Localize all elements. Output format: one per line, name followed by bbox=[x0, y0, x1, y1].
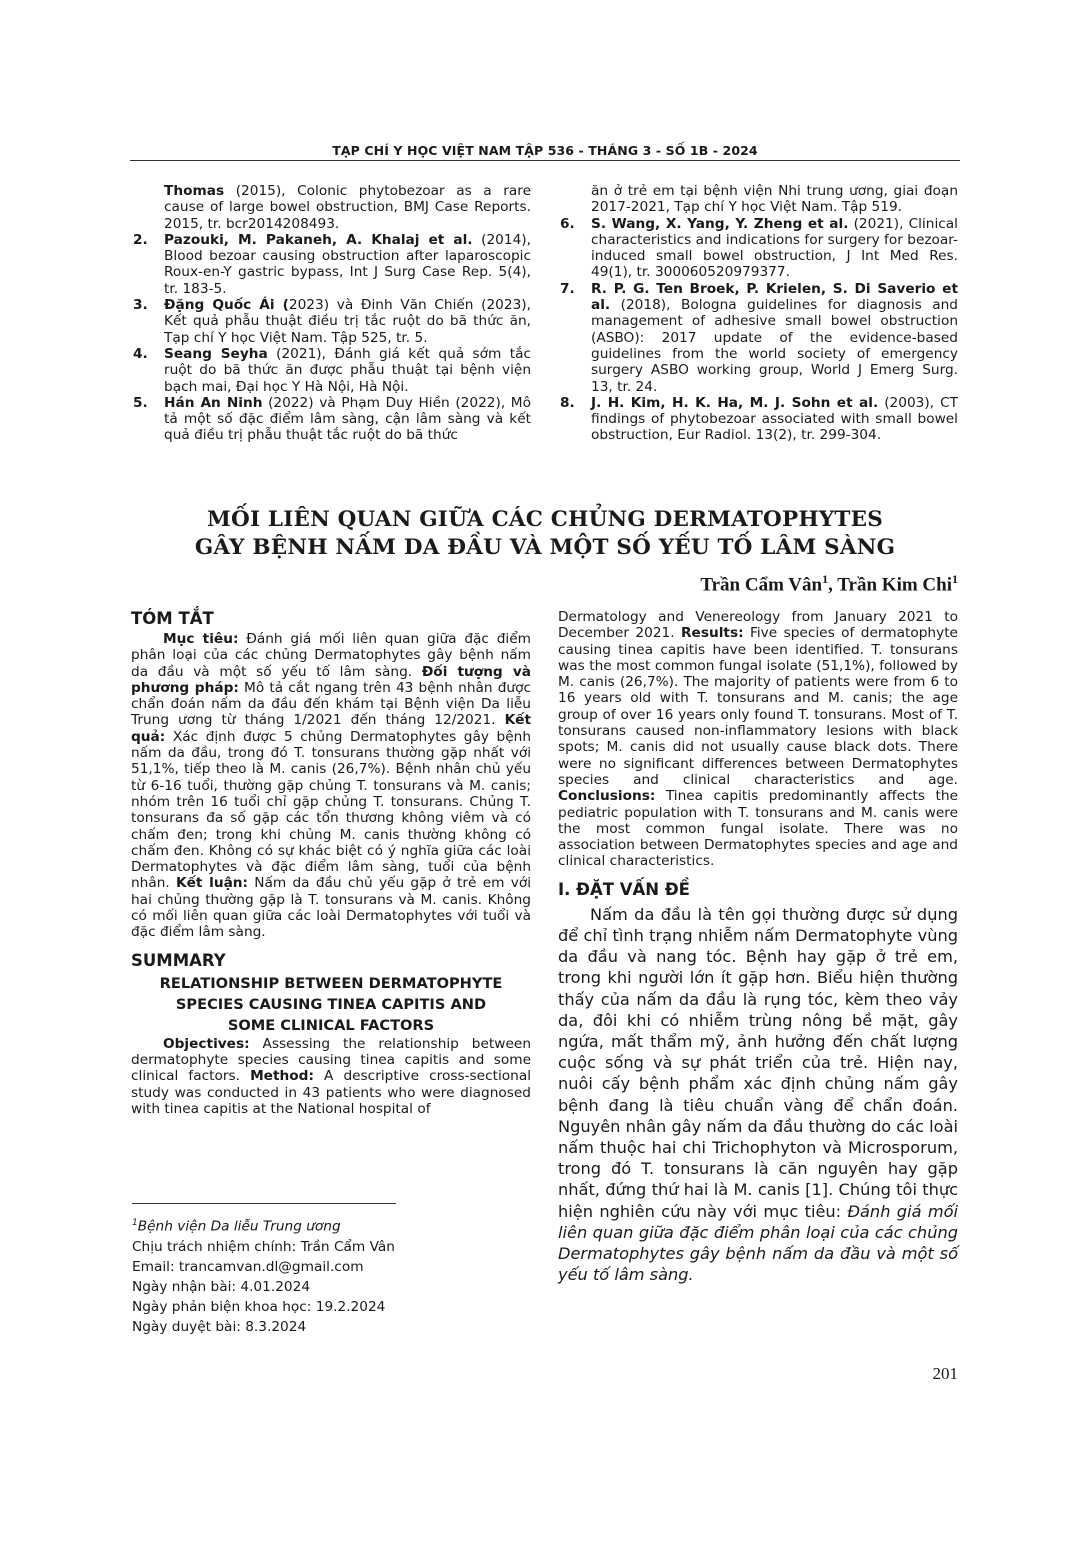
summary-label: Objectives: bbox=[163, 1035, 250, 1052]
reference-number: 4. bbox=[133, 345, 148, 362]
summary-label: Results: bbox=[681, 625, 744, 642]
summary-label: Method: bbox=[250, 1068, 314, 1085]
introduction-aim: Đánh giá mối liên quan giữa đặc điểm phân loại của các chủng Dermatophytes gây bệnh nấm da đầu và một số yếu tố lâm sàng. bbox=[558, 1201, 958, 1285]
journal-header: TẠP CHÍ Y HỌC VIỆT NAM TẬP 536 - THÁNG 3 - SỐ 1B - 2024 bbox=[332, 143, 758, 158]
reference-number: 5. bbox=[133, 394, 148, 411]
abstract-objective: Đánh giá mối liên quan giữa đặc điểm phân loại của các chủng Dermatophytes gây bệnh nấm da đầu và một số yếu tố lâm sàng. bbox=[131, 631, 531, 680]
footnote-email: Email: trancamvan.dl@gmail.com bbox=[132, 1258, 364, 1275]
summary-objective: Assessing the relationship between dermatophyte species causing tinea capitis and some clinical factors. bbox=[131, 1035, 531, 1085]
reference-text: (2018), Bologna guidelines for diagnosis and management of adhesive small bowel obstruction (ASBO): 2017 update of the evidence-based guidelines from the world society of emergency surgery ASBO working group, World J Emerg Surg. 13, tr. 24. bbox=[591, 297, 958, 395]
reference-item bbox=[133, 395, 531, 444]
reference-text: (2021), Clinical characteristics and indications for surgery for bezoar-induced small bowel obstruction, J Int Med Res. 49(1), tr. 300060520979377. bbox=[591, 215, 958, 281]
reference-text: (2021), Đánh giá kết quả sớm tắc ruột do bã thức ăn được phẫu thuật tại bệnh viện bạch mai, Đại học Y Hà Nội, Hà Nội. bbox=[164, 345, 531, 395]
summary-label: Conclusions: bbox=[558, 788, 656, 805]
reference-text: ăn ở trẻ em tại bệnh viện Nhi trung ương, giai đoạn 2017-2021, Tạp chí Y học Việt Nam. Tập 519. bbox=[591, 183, 958, 216]
footnote-affiliation bbox=[132, 1213, 532, 1237]
summary-title bbox=[131, 973, 531, 1036]
reference-authors: Đặng Quốc Ái ( bbox=[164, 297, 289, 314]
reference-authors: Hán An Ninh bbox=[164, 394, 263, 411]
summary-title-line: RELATIONSHIP BETWEEN DERMATOPHYTE bbox=[159, 974, 503, 992]
reference-item bbox=[133, 232, 531, 297]
article-title-line-2: GÂY BỆNH NẤM DA ĐẦU VÀ MỘT SỐ YẾU TỐ LÂM SÀNG bbox=[194, 535, 896, 560]
footnote-accepted: Ngày duyệt bài: 8.3.2024 bbox=[132, 1318, 307, 1335]
reference-authors: Pazouki, M. Pakaneh, A. Khalaj et al. bbox=[164, 231, 473, 248]
reference-text: 2023) và Đinh Văn Chiến (2023), Kết quả phẫu thuật điều trị tắc ruột do bã thức ăn, Tạp chí Y học Việt Nam. Tập 525, tr. 5. bbox=[164, 297, 531, 346]
article-title bbox=[130, 506, 960, 562]
summary-conclusion: Tinea capitis predominantly affects the pediatric population with T. tonsurans and M. canis were the most common fungal isolate. There was no association between Dermatophytes species and age and clinical characteristics. bbox=[558, 788, 958, 870]
header-rule bbox=[130, 160, 960, 161]
reference-item bbox=[560, 183, 958, 216]
reference-text: (2022) và Phạm Duy Hiền (2022), Mô tả một số đặc điểm lâm sàng, cận lâm sàng và kết quả điều trị phẫu thuật tắc ruột do bã thức bbox=[164, 394, 531, 444]
author-list bbox=[560, 572, 958, 596]
article-title-line-1: MỐI LIÊN QUAN GIỮA CÁC CHỦNG DERMATOPHYTES bbox=[207, 507, 883, 532]
affiliation-mark: 1 bbox=[132, 1218, 138, 1228]
abstract-result: Xác định được 5 chủng Dermatophytes gây bệnh nấm da đầu, trong đó T. tonsurans thường gặp nhất với 51,1%, tiếp theo là M. canis (26,7%). Bệnh nhân chủ yếu từ 6-16 tuổi, thường gặp chủng T. tonsurans và M. canis; nhóm trên 16 tuổi chỉ gặp chủng T. tonsurans. Chủng T. tonsurans đa số gặp các tổn thương không viêm và có chấm đen; trong khi chủng M. canis thường không có chấm đen. Không có sự khác biệt có ý nghĩa giữa các loài Dermatophytes và đặc điểm lâm sàng, tuổi của bệnh nhân. bbox=[131, 728, 531, 892]
reference-item bbox=[133, 183, 531, 232]
reference-item bbox=[560, 395, 958, 444]
introduction-text bbox=[558, 904, 958, 1286]
summary-text-part1 bbox=[131, 1036, 531, 1117]
footnote-received: Ngày nhận bài: 4.01.2024 bbox=[132, 1278, 311, 1295]
abstract-conclusion: Nấm da đầu chủ yếu gặp ở trẻ em với hai chủng thường gặp là T. tonsurans và M. canis. Không có mối liên quan giữa các loài Dermatophytes với tuổi và đặc điểm lâm sàng. bbox=[131, 875, 532, 941]
footnote-corresponding: Chịu trách nhiệm chính: Trần Cẩm Vân bbox=[132, 1238, 395, 1255]
author-affiliation-mark: 1 bbox=[822, 572, 829, 586]
footnotes bbox=[132, 1213, 532, 1337]
page-number: 201 bbox=[932, 1364, 958, 1383]
author-affiliation-mark: 1 bbox=[952, 572, 958, 586]
reference-authors: S. Wang, X. Yang, Y. Zheng et al. bbox=[591, 215, 849, 232]
reference-authors: Thomas bbox=[164, 183, 225, 199]
footnote-rule bbox=[132, 1203, 396, 1204]
author-name: Trần Kim Chi bbox=[837, 574, 952, 596]
reference-authors: J. H. Kim, H. K. Ha, M. J. Sohn et al. bbox=[591, 394, 879, 411]
affiliation-text: Bệnh viện Da liễu Trung ương bbox=[137, 1218, 341, 1235]
abstract-method: Mô tả cắt ngang trên 43 bệnh nhân được chẩn đoán nấm da đầu đến khám tại Bệnh viện Da liễu Trung ương từ tháng 1/2021 đến tháng 12/2021. bbox=[131, 679, 531, 729]
abstract-label: Mục tiêu: bbox=[163, 631, 239, 647]
left-column bbox=[131, 609, 531, 1117]
introduction-body: Nấm da đầu là tên gọi thường được sử dụng để chỉ tình trạng nhiễm nấm Dermatophyte vùng da đầu và nang tóc. Bệnh hay gặp ở trẻ em, trong khi người lớn ít gặp hơn. Biểu hiện thường thấy của nấm da đầu là rụng tóc, kèm theo vảy da, đôi khi có nhiễm trùng nông bề mặt, gây ngứa, mất thẩm mỹ, ảnh hưởng đến chất lượng cuộc sống và sự phát triển của trẻ. Hiện nay, nuôi cấy bệnh phẩm xác định chủng nấm gây bệnh đang là tiêu chuẩn vàng để chẩn đoán. Nguyên nhân gây nấm da đầu thường do các loài nấm thuộc hai chi Trichophyton và Microsporum, trong đó T. tonsurans là căn nguyên hay gặp nhất, đứng thứ hai là M. canis [1]. Chúng tôi thực hiện nghiên cứu này với mục tiêu: bbox=[558, 904, 958, 1221]
reference-authors: Seang Seyha bbox=[164, 345, 268, 362]
abstract-heading: TÓM TẮT bbox=[131, 609, 214, 628]
right-column bbox=[558, 609, 958, 1285]
reference-item bbox=[560, 216, 958, 281]
abstract-text bbox=[131, 631, 531, 941]
author-separator: , bbox=[828, 574, 838, 596]
abstract-label: Kết quả: bbox=[131, 712, 531, 745]
summary-result: Five species of dermatophyte causing tinea capitis have been identified. T. tonsurans was the most common fungal isolate (51,1%), followed by M. canis (26,7%). The majority of patients were from 6 to 16 years old with T. tonsurans and M. canis; the age group of over 16 years only found T. tonsurans. Most of T. tonsurans caused non-inflammatory lesions with black spots; M. canis did not usually cause black dots. There were no significant differences between Dermatophytes species and clinical characteristics and age. bbox=[558, 625, 958, 788]
reference-text: (2014), Blood bezoar causing obstruction after laparoscopic Roux-en-Y gastric bypass, Int J Surg Case Rep. 5(4), tr. 183-5. bbox=[164, 231, 531, 297]
references-left bbox=[133, 183, 531, 444]
summary-heading: SUMMARY bbox=[131, 950, 226, 970]
references-right bbox=[560, 183, 958, 444]
reference-authors: R. P. G. Ten Broek, P. Krielen, S. Di Saverio et al. bbox=[591, 280, 958, 314]
footnote-reviewed: Ngày phản biện khoa học: 19.2.2024 bbox=[132, 1298, 386, 1315]
reference-number: 6. bbox=[560, 215, 575, 232]
reference-item bbox=[133, 297, 531, 346]
summary-method-part2: Dermatology and Venereology from January 2021 to December 2021. bbox=[558, 609, 958, 642]
abstract-label: Kết luận: bbox=[176, 875, 249, 892]
summary-title-line: SPECIES CAUSING TINEA CAPITIS AND bbox=[175, 995, 487, 1013]
introduction-heading: I. ĐẶT VẤN ĐỀ bbox=[558, 879, 690, 899]
reference-number: 7. bbox=[560, 280, 575, 297]
abstract-label: Đối tượng và phương pháp: bbox=[131, 663, 531, 696]
reference-item bbox=[133, 346, 531, 395]
author-name: Trần Cẩm Vân bbox=[700, 574, 823, 596]
reference-number: 2. bbox=[133, 231, 148, 248]
summary-text-part2 bbox=[558, 609, 958, 870]
reference-item bbox=[560, 281, 958, 395]
summary-title-line: SOME CLINICAL FACTORS bbox=[227, 1016, 435, 1034]
reference-number: 3. bbox=[133, 297, 148, 314]
reference-text: (2015), Colonic phytobezoar as a rare cause of large bowel obstruction, BMJ Case Reports. 2015, tr. bcr2014208493. bbox=[164, 183, 531, 232]
reference-number: 8. bbox=[560, 394, 575, 411]
reference-text: (2003), CT findings of phytobezoar associated with small bowel obstruction, Eur Radiol. 13(2), tr. 299-304. bbox=[591, 394, 959, 444]
summary-method-part1: A descriptive cross-sectional study was conducted in 43 patients who were diagnosed with tinea capitis at the National hospital of bbox=[131, 1068, 532, 1117]
